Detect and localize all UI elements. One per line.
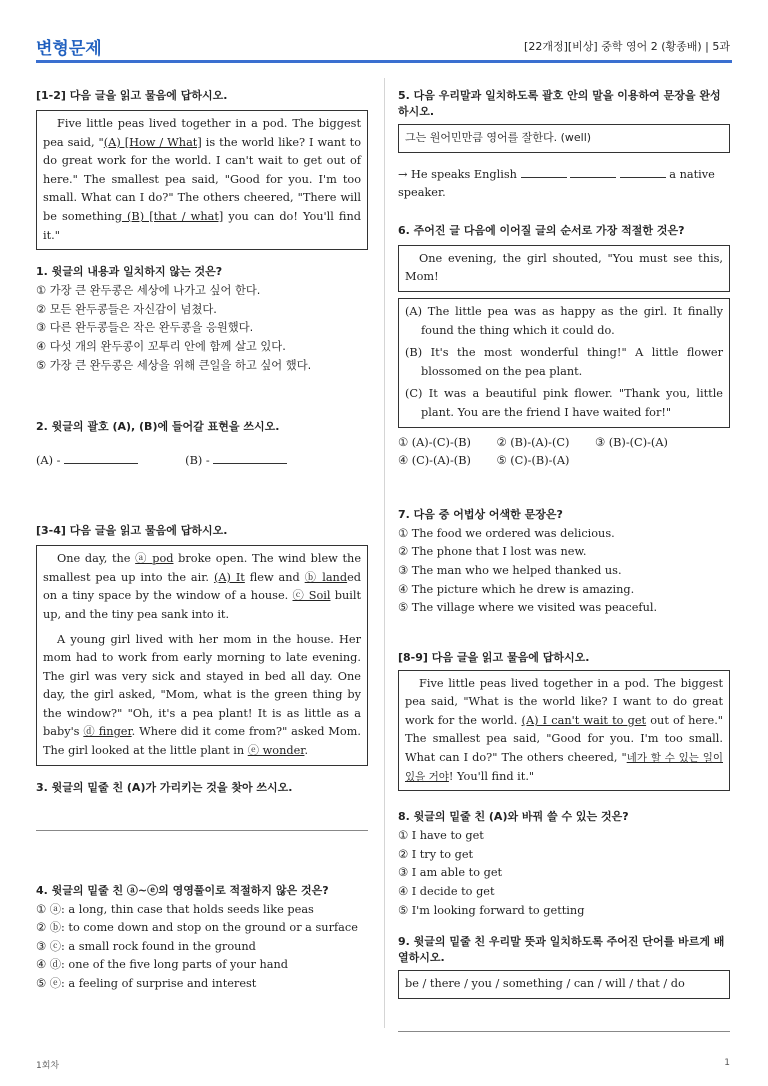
option[interactable]: ④ ⓓ: one of the five long parts of your hand (36, 958, 288, 972)
option[interactable]: ① (A)-(C)-(B) (398, 435, 471, 449)
option[interactable]: ① ⓐ: a long, thin case that holds seeds like peas (36, 902, 314, 916)
option[interactable]: ⑤ 가장 큰 완두콩은 세상을 위해 큰일을 하고 싶어 했다. (36, 358, 312, 372)
underline-e: ⓔ wonder (247, 744, 305, 758)
question-9-word-box: be / there / you / something / can / will / that / do (398, 970, 730, 999)
option[interactable]: ④ 다섯 개의 완두콩이 꼬투리 안에 함께 살고 있다. (36, 339, 286, 353)
passage-A: (A) The little pea was as happy as the girl. It finally found the thing which it could do. (405, 304, 723, 337)
option[interactable]: ④ (C)-(A)-(B) (398, 454, 471, 468)
passage-1-2: Five little peas lived together in a pod. The biggest pea said, "(A) [How / What] is the world like? I want to do great work for the world. I can't wait to get out of here." The smallest pea said, "Good for you. I'm too small. What can I do?" The others cheered, "There will be something (B) [that / what] you can do! You'll find it." (36, 110, 368, 250)
blank-b: (B) [that / what] (121, 209, 224, 223)
right-column (398, 88, 730, 1032)
left-column (36, 88, 368, 994)
section-3-4 (36, 523, 368, 766)
option[interactable]: ④ I decide to get (398, 885, 495, 899)
answer-blank-2[interactable] (570, 165, 616, 178)
passage-B: (B) It's the most wonderful thing!" A little flower blossomed on the pea plant. (405, 346, 723, 378)
option[interactable]: ② The phone that I lost was new. (398, 545, 587, 559)
option[interactable]: ① The food we ordered was delicious. (398, 526, 615, 540)
answer-blank-1[interactable] (521, 165, 567, 178)
option[interactable]: ③ (B)-(C)-(A) (595, 435, 668, 449)
question-6-passages (398, 298, 730, 428)
answer-b-blank[interactable] (213, 451, 287, 464)
section-1-2-heading: [1-2] 다음 글을 읽고 물음에 답하시오. (36, 89, 228, 102)
question-9-heading: 9. 윗글의 밑줄 친 우리말 뜻과 일치하도록 주어진 단어를 바르게 배열하시오. (398, 935, 725, 965)
underline-a: ⓐ pod (135, 552, 174, 566)
underline-b: ⓑ land (304, 570, 348, 584)
question-5-box: 그는 원어민만큼 영어를 잘한다. (well) (398, 124, 730, 153)
underline-A: (A) It (213, 570, 245, 584)
option[interactable]: ② (B)-(A)-(C) (496, 435, 570, 449)
page-title: 변형문제 (36, 39, 102, 59)
answer-line[interactable] (36, 830, 368, 831)
option[interactable]: ① 가장 큰 완두콩은 세상에 나가고 싶어 한다. (36, 284, 261, 298)
option[interactable]: ③ ⓒ: a small rock found in the ground (36, 939, 256, 953)
answer-a-label: (A) - (36, 454, 64, 468)
passage-C: (C) It was a beautiful pink flower. "Thank you, little plant. You are the friend I have waited for!" (405, 387, 723, 419)
question-7-heading: 7. 다음 중 어법상 어색한 문장은? (398, 507, 563, 521)
header-rule (36, 60, 732, 63)
answer-b-label: (B) - (185, 454, 214, 468)
option[interactable]: ⑤ The village where we visited was peaceful. (398, 601, 658, 615)
passage-3-4: One day, the ⓐ pod broke open. The wind blew the smallest pea up into the air. (A) It flew and ⓑ landed on a tiny space by the window of a house. ⓒ Soil built up, and the tiny pea sank into it. A young girl lived with her mom in the house. Her mom had to work from early morning to late evening. The girl was very sick and stayed in bed all day. One day, the girl asked, "Mom, what is the green thing by the window?" "Oh, it's a pea plant! It is as little as a baby's ⓓ finger. Where did it come from?" asked Mom. The girl looked at the little plant in ⓔ wonder. (36, 545, 368, 766)
section-8-9-heading: [8-9] 다음 글을 읽고 물음에 답하시오. (398, 650, 590, 664)
option[interactable]: ② 모든 완두콩들은 자신감이 넘쳤다. (36, 302, 217, 316)
question-8 (398, 809, 730, 920)
underline-c: ⓒ Soil (292, 589, 331, 603)
question-4-heading: 4. 윗글의 밑줄 친 ⓐ~ⓔ의 영영풀이로 적절하지 않은 것은? (36, 883, 329, 897)
question-8-heading: 8. 윗글의 밑줄 친 (A)와 바꿔 쓸 수 있는 것은? (398, 810, 629, 824)
option[interactable]: ⑤ I'm looking forward to getting (398, 903, 585, 917)
question-6-heading: 6. 주어진 글 다음에 이어질 글의 순서로 가장 적절한 것은? (398, 223, 685, 237)
question-7 (398, 507, 730, 618)
question-2 (36, 419, 368, 467)
course-info: [22개정][비상] 중학 영어 2 (황종배) | 5과 (524, 40, 730, 53)
option[interactable]: ⑤ (C)-(B)-(A) (496, 454, 570, 468)
question-4 (36, 883, 368, 994)
question-1-heading: 1. 윗글의 내용과 일치하지 않는 것은? (36, 265, 223, 279)
answer-blank-3[interactable] (620, 165, 666, 178)
passage-8-9: Five little peas lived together in a pod. The biggest pea said, "What is the world like? I want to do great work for the world. (A) I can't wait to get out of here." The smallest pea said, "Good for you. I'm too small. What can I do?" The others cheered, "네가 할 수 있는 일이 있을 거야! You'll find it." (398, 670, 730, 792)
footer-round: 1회차 (36, 1061, 60, 1071)
question-3 (36, 780, 368, 831)
question-3-heading: 3. 윗글의 밑줄 친 (A)가 가리키는 것을 찾아 쓰시오. (36, 780, 293, 794)
option[interactable]: ③ The man who we helped thanked us. (398, 563, 622, 577)
underline-korean: 네가 할 수 있는 일이 있을 거야 (405, 752, 723, 783)
option[interactable]: ② ⓑ: to come down and stop on the ground or a surface (36, 921, 358, 935)
option[interactable]: ① I have to get (398, 829, 484, 843)
page-number: 1 (724, 1058, 730, 1068)
option[interactable]: ④ The picture which he drew is amazing. (398, 582, 635, 596)
answer-line[interactable] (398, 1031, 730, 1032)
question-5-heading: 5. 다음 우리말과 일치하도록 괄호 안의 말을 이용하여 문장을 완성하시오. (398, 89, 721, 118)
question-5: 5. 다음 우리말과 일치하도록 괄호 안의 말을 이용하여 문장을 완성하시오. 그는 원어민만큼 영어를 잘한다. (well) → He speaks English a native speaker. (398, 88, 730, 203)
blank-a: (A) [How / What] (103, 135, 202, 149)
question-2-heading: 2. 윗글의 괄호 (A), (B)에 들어갈 표현을 쓰시오. (36, 420, 280, 434)
option[interactable]: ⑤ ⓔ: a feeling of surprise and interest (36, 977, 257, 991)
column-divider (384, 78, 385, 1028)
section-8-9 (398, 650, 730, 792)
underline-d: ⓓ finger (83, 725, 132, 739)
question-6 (398, 223, 730, 471)
option[interactable]: ③ I am able to get (398, 866, 503, 880)
question-6-given: One evening, the girl shouted, "You must see this, Mom! (398, 245, 730, 292)
option[interactable]: ③ 다른 완두콩들은 작은 완두콩을 응원했다. (36, 321, 254, 335)
question-1 (36, 264, 368, 375)
underline-A: (A) I can't wait to get (521, 713, 647, 727)
option[interactable]: ② I try to get (398, 847, 474, 861)
section-3-4-heading: [3-4] 다음 글을 읽고 물음에 답하시오. (36, 524, 228, 538)
answer-a-blank[interactable] (64, 451, 138, 464)
question-9 (398, 934, 730, 1032)
